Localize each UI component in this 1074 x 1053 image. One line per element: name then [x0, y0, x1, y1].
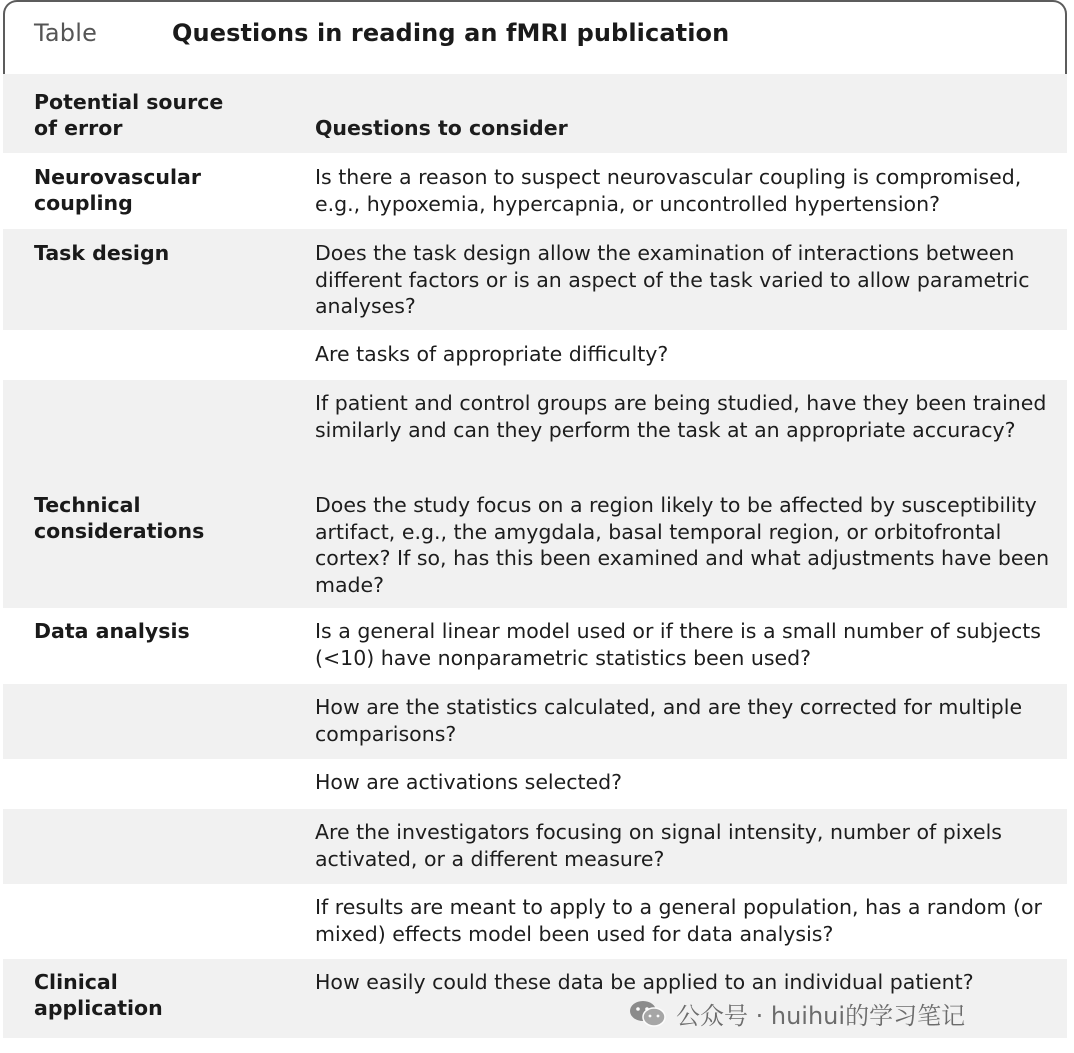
source-line2: coupling — [34, 191, 133, 215]
source-cell — [34, 164, 294, 216]
watermark — [628, 996, 965, 1031]
table-row — [3, 608, 1067, 684]
table-row — [3, 884, 1067, 959]
question-cell: If results are meant to apply to a general population, has a random (or mixed) effects model been used for data analysis? — [315, 895, 1042, 946]
watermark-text: 公众号 · huihui的学习笔记 — [676, 1002, 966, 1030]
table-row — [3, 482, 1067, 608]
table-row — [3, 153, 1067, 229]
table-row — [3, 380, 1067, 482]
question-cell: Does the task design allow the examination of interactions between different factors or is an aspect of the task varied to allow parametric analyses? — [315, 241, 1030, 318]
source-cell: Data analysis — [34, 619, 190, 643]
question-cell: Are tasks of appropriate difficulty? — [315, 342, 669, 366]
wechat-icon — [628, 999, 668, 1029]
question-cell: How are the statistics calculated, and are they corrected for multiple comparisons? — [315, 695, 1023, 746]
question-cell: Is a general linear model used or if there is a small number of subjects (<10) have nonparametric statistics been used? — [315, 619, 1041, 670]
table-row — [3, 684, 1067, 759]
question-cell: How are activations selected? — [315, 770, 623, 794]
header-source-line1: Potential source — [34, 90, 224, 114]
header-source-cell — [34, 89, 294, 141]
source-cell — [34, 969, 294, 1021]
source-line2: application — [34, 996, 163, 1020]
question-cell: How easily could these data be applied to an individual patient? — [315, 970, 974, 994]
table-row — [3, 759, 1067, 809]
source-line1: Clinical — [34, 970, 118, 994]
questions-table — [3, 74, 1067, 1038]
source-line1: Neurovascular — [34, 165, 201, 189]
question-cell: Does the study focus on a region likely to be affected by susceptibility artifact, e.g., the amygdala, basal temporal region, or orbitofrontal cortex? If so, has this been examined and what adjustments have been made? — [315, 493, 1050, 597]
source-cell: Task design — [34, 241, 170, 265]
header-question-cell: Questions to consider — [315, 116, 568, 140]
source-cell — [34, 492, 294, 544]
question-cell: Is there a reason to suspect neurovascular coupling is compromised, e.g., hypoxemia, hypercapnia, or uncontrolled hypertension? — [315, 165, 1022, 216]
question-cell: If patient and control groups are being studied, have they been trained similarly and can they perform the task at an appropriate accuracy? — [315, 391, 1047, 442]
question-cell: Are the investigators focusing on signal intensity, number of pixels activated, or a different measure? — [315, 820, 1002, 871]
table-row — [3, 229, 1067, 330]
header-source-line2: of error — [34, 116, 123, 140]
source-line1: Technical — [34, 493, 141, 517]
table-header-row — [3, 74, 1067, 153]
table-label: Table — [34, 19, 98, 47]
table-row — [3, 330, 1067, 380]
table-title: Questions in reading an fMRI publication — [172, 19, 730, 47]
table-row — [3, 809, 1067, 884]
source-line2: considerations — [34, 519, 205, 543]
